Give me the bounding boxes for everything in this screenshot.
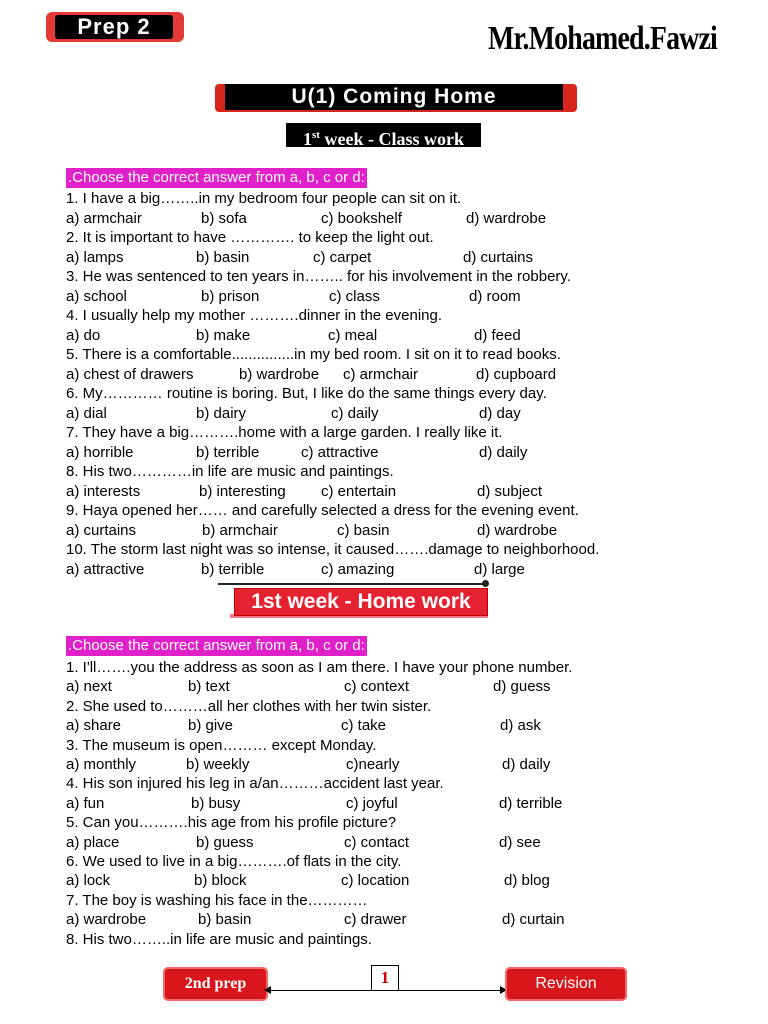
answer-option[interactable]: c) context — [344, 678, 410, 696]
answer-option[interactable]: a) interests — [66, 482, 141, 500]
answer-option[interactable]: c) carpet — [313, 248, 372, 266]
answer-option[interactable]: a) horrible — [66, 443, 134, 461]
answer-option[interactable]: b) wardrobe — [239, 365, 320, 383]
answer-option[interactable]: a) lamps — [66, 248, 124, 266]
answer-option[interactable]: c) basin — [337, 521, 390, 539]
answer-option[interactable]: b) prison — [201, 287, 260, 305]
answer-option[interactable]: a) dial — [66, 404, 107, 422]
question-text: 7. They have a big……….home with a large garden. I really like it. — [66, 424, 503, 441]
answer-options — [66, 249, 626, 267]
answer-option[interactable]: d) terrible — [499, 794, 563, 812]
answer-option[interactable]: d) large — [474, 560, 525, 578]
divider-line — [218, 583, 486, 585]
answer-options — [66, 756, 626, 774]
answer-options — [66, 911, 626, 929]
answer-option[interactable]: a) monthly — [66, 756, 137, 773]
answer-option[interactable]: d) guess — [493, 678, 551, 696]
answer-option[interactable]: a) place — [66, 833, 120, 851]
answer-option[interactable]: c) entertain — [321, 482, 397, 500]
page-number: 1 — [371, 965, 399, 991]
answer-option[interactable]: d) daily — [502, 756, 551, 773]
answer-option[interactable]: d) blog — [504, 872, 550, 890]
question-text: 2. She used to………all her clothes with her twin sister. — [66, 697, 432, 715]
answer-option[interactable]: b) armchair — [202, 521, 278, 539]
arrow-left-icon — [264, 986, 271, 994]
week-suffix: st — [312, 129, 320, 141]
answer-option[interactable]: d) curtain — [502, 911, 565, 929]
answer-option[interactable]: a) next — [66, 678, 112, 696]
answer-option[interactable]: c) daily — [331, 404, 379, 422]
answer-option[interactable]: d) wardrobe — [477, 521, 558, 539]
question-text: 6. My………… routine is boring. But, I like do the same things every day. — [66, 385, 547, 402]
answer-option[interactable]: b) weekly — [186, 756, 250, 773]
unit-title: U(1) Coming Home — [225, 84, 563, 110]
prep-label: Prep 2 — [55, 15, 173, 39]
answer-options — [66, 483, 626, 501]
answer-option[interactable]: c) contact — [344, 833, 410, 851]
answer-option[interactable]: b) guess — [196, 833, 254, 851]
answer-option[interactable]: b) block — [194, 872, 247, 890]
answer-option[interactable]: d) subject — [477, 482, 543, 500]
answer-option[interactable]: c)nearly — [346, 756, 400, 773]
question-text: 5. There is a comfortable...............in my bed room. I sit on it to read books. — [66, 346, 561, 363]
question-text: 1. I have a big……..in my bedroom four people can sit on it. — [66, 190, 462, 207]
answer-options — [66, 405, 626, 423]
answer-options — [66, 522, 626, 540]
answer-option[interactable]: d) room — [469, 287, 521, 305]
question-text: 3. He was sentenced to ten years in…….. for his involvement in the robbery. — [66, 268, 571, 285]
answer-option[interactable]: a) chest of drawers — [66, 365, 194, 383]
answer-option[interactable]: a) wardrobe — [66, 911, 147, 929]
answer-option[interactable]: a) lock — [66, 872, 111, 890]
answer-option[interactable]: b) basin — [196, 248, 250, 266]
answer-option[interactable]: b) sofa — [201, 209, 247, 227]
answer-option[interactable]: c) joyful — [346, 794, 398, 812]
answer-options — [66, 678, 626, 696]
answer-option[interactable]: a) share — [66, 717, 122, 735]
answer-option[interactable]: b) terrible — [201, 560, 265, 578]
answer-option[interactable]: b) busy — [191, 794, 241, 812]
answer-option[interactable]: c) attractive — [301, 443, 379, 461]
answer-option[interactable]: b) interesting — [199, 482, 286, 500]
answer-option[interactable]: b) text — [188, 678, 230, 696]
answer-option[interactable]: c) take — [341, 717, 387, 735]
answer-option[interactable]: b) give — [188, 717, 234, 735]
answer-options — [66, 210, 626, 228]
answer-option[interactable]: b) basin — [198, 911, 252, 929]
question-text: 6. We used to live in a big……….of flats in the city. — [66, 853, 402, 870]
answer-option[interactable]: a) attractive — [66, 560, 145, 578]
answer-options — [66, 872, 626, 890]
answer-option[interactable]: a) do — [66, 326, 101, 344]
divider-dot — [482, 580, 489, 587]
answer-option[interactable]: d) wardrobe — [466, 209, 547, 227]
answer-options — [66, 366, 626, 384]
answer-options — [66, 834, 626, 852]
answer-option[interactable]: d) curtains — [463, 248, 534, 266]
prep-nav-button[interactable]: 2nd prep — [163, 967, 268, 1001]
homework-instruction: .Choose the correct answer from a, b, c or d: — [68, 637, 365, 654]
question-text: 10. The storm last night was so intense, it caused…….damage to neighborhood. — [66, 541, 600, 558]
classwork-title-text: week - Class work — [319, 129, 464, 149]
answer-options — [66, 444, 626, 462]
answer-option[interactable]: b) dairy — [196, 404, 247, 422]
answer-option[interactable]: d) ask — [500, 717, 541, 735]
answer-option[interactable]: d) feed — [474, 326, 521, 344]
question-text: 7. The boy is washing his face in the………… — [66, 891, 368, 909]
homework-title: 1st week - Home work — [234, 588, 488, 616]
answer-options — [66, 327, 626, 345]
teacher-name: Mr.Mohamed.Fawzi — [488, 20, 717, 57]
answer-option[interactable]: d) see — [499, 833, 541, 851]
answer-options — [66, 561, 626, 579]
question-text: 8. His two……..in life are music and paintings. — [66, 930, 372, 948]
answer-option[interactable]: d) day — [479, 404, 521, 422]
question-text: 4. I usually help my mother ……….dinner in the evening. — [66, 307, 443, 324]
question-text: 5. Can you……….his age from his profile picture? — [66, 814, 397, 832]
answer-option[interactable]: d) daily — [479, 443, 528, 461]
question-text: 8. His two…………in life are music and paintings. — [66, 463, 394, 480]
answer-option[interactable]: a) fun — [66, 794, 105, 812]
answer-option[interactable]: a) armchair — [66, 209, 142, 227]
answer-option[interactable]: b) terrible — [196, 443, 260, 461]
week-number: 1 — [303, 129, 313, 149]
answer-option[interactable]: c) location — [341, 872, 410, 890]
classwork-title — [286, 123, 481, 147]
classwork-instruction: .Choose the correct answer from a, b, c or d: — [68, 169, 365, 186]
answer-option[interactable]: a) school — [66, 287, 127, 305]
question-text: 3. The museum is open……… except Monday. — [66, 736, 377, 754]
answer-option[interactable]: b) make — [196, 326, 251, 344]
answer-option[interactable]: c) meal — [328, 326, 378, 344]
question-text: 9. Haya opened her…… and carefully selected a dress for the evening event. — [66, 502, 579, 519]
answer-option[interactable]: c) class — [329, 287, 380, 305]
answer-option[interactable]: c) amazing — [321, 560, 395, 578]
answer-option[interactable]: a) curtains — [66, 521, 137, 539]
answer-options — [66, 717, 626, 735]
revision-button[interactable]: Revision — [505, 967, 627, 1001]
question-text: 1. I'll…….you the address as soon as I am there. I have your phone number. — [66, 659, 573, 676]
unit-banner — [215, 84, 577, 112]
answer-option[interactable]: d) cupboard — [476, 365, 557, 383]
answer-option[interactable]: c) armchair — [343, 365, 419, 383]
question-text: 4. His son injured his leg in a/an………accident last year. — [66, 775, 444, 793]
prep-badge — [46, 12, 184, 42]
answer-options — [66, 795, 626, 813]
answer-option[interactable]: c) drawer — [344, 911, 407, 929]
answer-option[interactable]: c) bookshelf — [321, 209, 402, 227]
answer-options — [66, 288, 626, 306]
question-text: 2. It is important to have …………. to keep the light out. — [66, 229, 434, 246]
